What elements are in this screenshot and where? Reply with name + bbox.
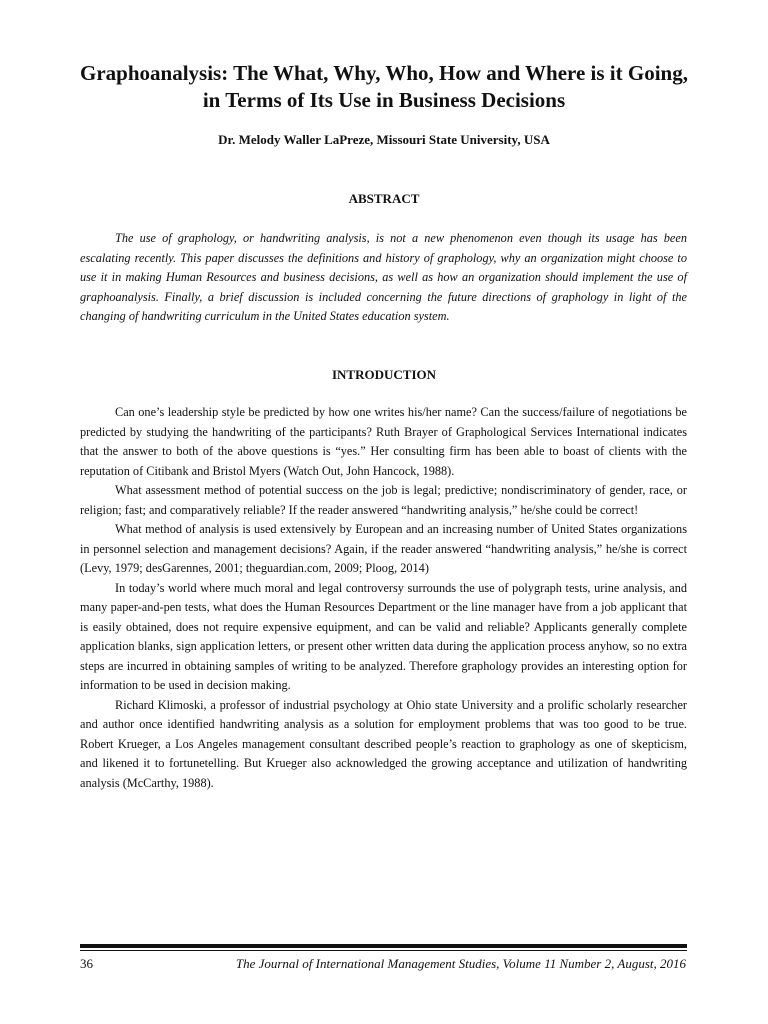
abstract-text: The use of graphology, or handwriting analysis, is not a new phenomenon even though its usage has been escalating recently. This paper discusses the definitions and history of graphology, why an organization might choose to use it in making Human Resources and business decisions, as well as how an organization should implement the use of graphoanalysis. Finally, a brief discussion is included concerning the future directions of graphology in light of the changing of handwriting curriculum in the United States education system. [80, 231, 687, 324]
introduction-body [80, 403, 687, 793]
body-paragraph: Can one’s leadership style be predicted by how one writes his/her name? Can the success/failure of negotiations be predicted by studying the handwriting of the participants? Ruth Brayer of Graphological Services International indicates that the answer to both of the above questions is “yes.” Her consulting firm has been able to boast of clients with the reputation of Citibank and Bristol Myers (Watch Out, John Hancock, 1988). [80, 405, 687, 478]
author-line: Dr. Melody Waller LaPreze, Missouri State University, USA [218, 132, 550, 147]
body-paragraph: What assessment method of potential success on the job is legal; predictive; nondiscriminatory of gender, race, or religion; fast; and comparatively reliable? If the reader answered “handwriting analysis,” he/she could be correct! [80, 483, 687, 517]
footer-rule-thick [80, 944, 687, 948]
paper-title: Graphoanalysis: The What, Why, Who, How and Where is it Going, in Terms of Its Use in Business Decisions [80, 61, 688, 112]
footer-rule-thin [80, 950, 687, 951]
page-number: 36 [80, 956, 93, 971]
body-paragraph: Richard Klimoski, a professor of industrial psychology at Ohio state University and a prolific scholarly researcher and author once identified handwriting analysis as a solution for employment problems that was too good to be true. Robert Krueger, a Los Angeles management consultant described people’s reaction to graphology as one of skepticism, and likened it to fortunetelling. But Krueger also acknowledged the growing acceptance and utilization of handwriting analysis (McCarthy, 1988). [80, 697, 687, 790]
introduction-heading: INTRODUCTION [331, 367, 436, 382]
journal-citation: The Journal of International Management Studies, Volume 11 Number 2, August, 2016 [235, 956, 686, 971]
body-paragraph: What method of analysis is used extensively by European and an increasing number of United States organizations in personnel selection and management decisions? Again, if the reader answered “handwriting analysis,” he/she is correct (Levy, 1979; desGarennes, 2001; theguardian.com, 2009; Ploog, 2014) [80, 522, 687, 575]
abstract-heading: ABSTRACT [348, 191, 420, 206]
body-paragraph: In today’s world where much moral and legal controversy surrounds the use of polygraph tests, urine analysis, and many paper-and-pen tests, what does the Human Resources Department or the line manager have from a job applicant that is easily obtained, does not require expensive equipment, and can be valid and reliable? Applicants generally complete application blanks, sign application letters, or present other written data during the application process anyhow, so no extra steps are incurred in obtaining samples of writing to be analyzed. Therefore graphology provides an interesting option for information to be used in decision making. [80, 580, 687, 692]
